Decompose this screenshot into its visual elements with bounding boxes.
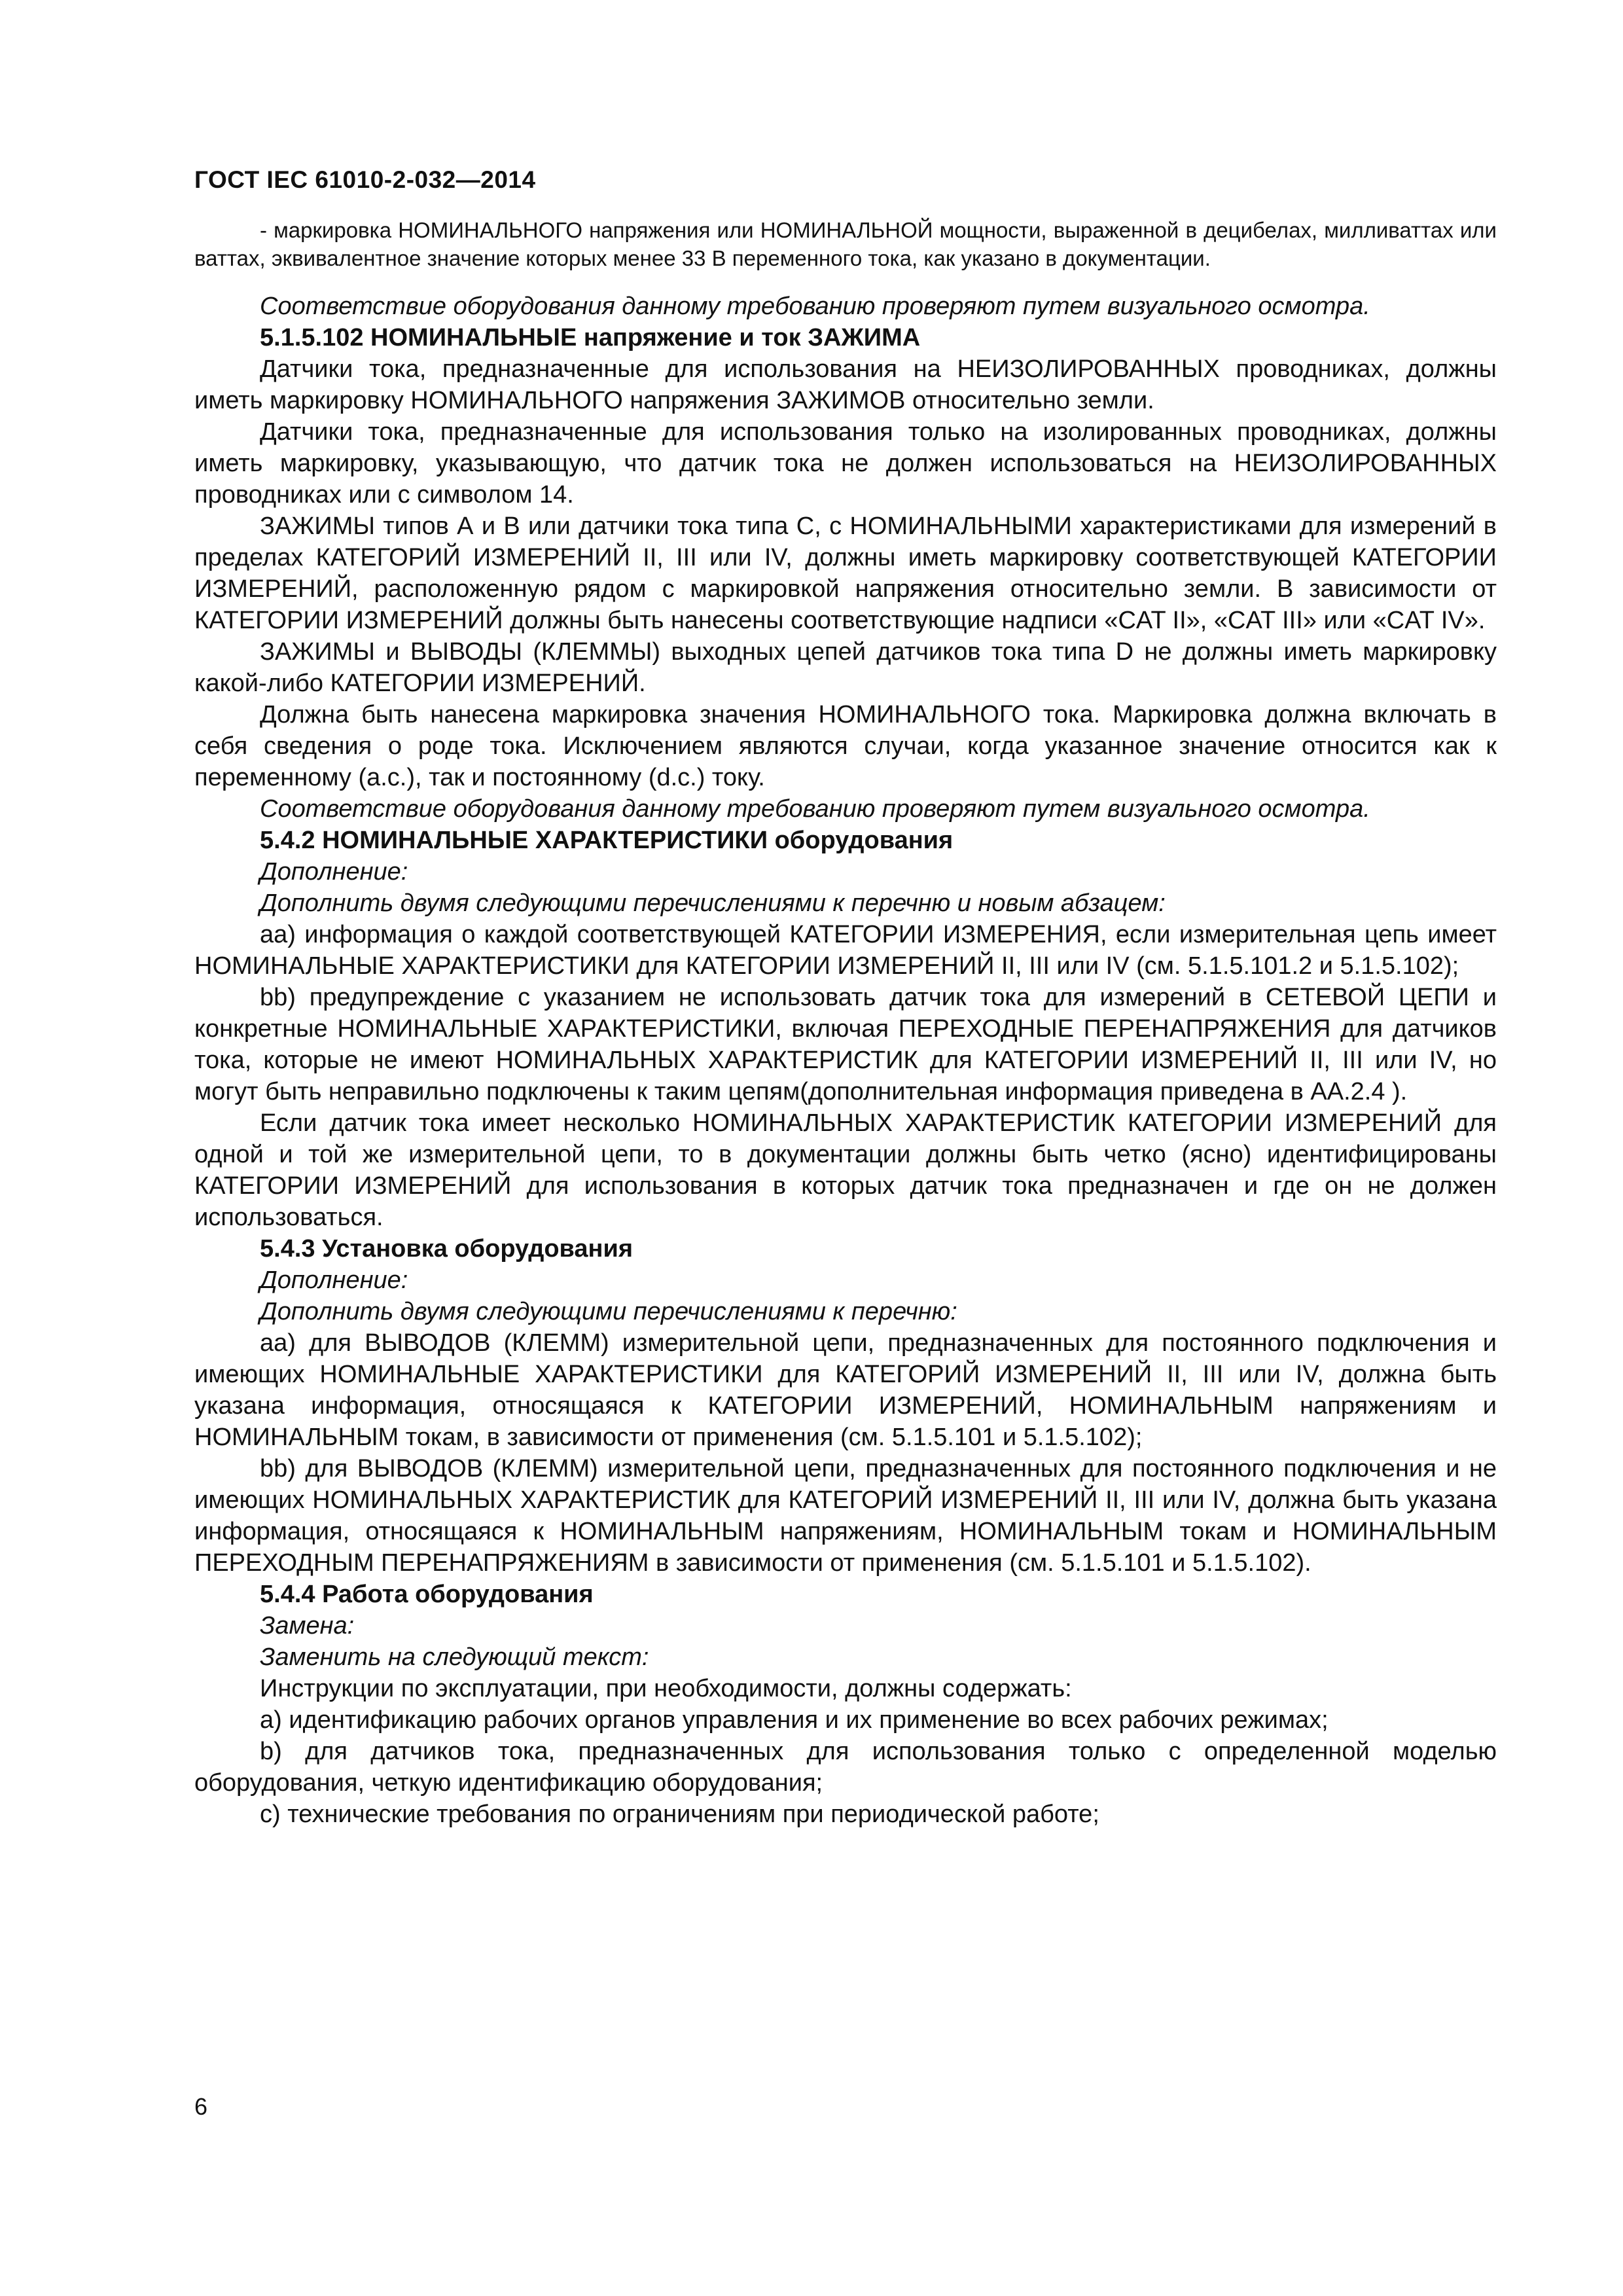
list-item-aa: aa) для ВЫВОДОВ (КЛЕММ) измерительной цепи, предназначенных для постоянного подключения и имеющих НОМИНАЛЬНЫЕ ХАРАКТЕРИСТИКИ для КАТЕГОРИЙ ИЗМЕРЕНИЙ II, III или IV, должна быть указана информация, относящаяся к КАТЕГОРИИ ИЗМЕРЕНИЙ, НОМИНАЛЬНЫМ напряжениям и НОМИНАЛЬНЫМ токам, в зависимости от применения (см. 5.1.5.101 и 5.1.5.102);: [194, 1329, 1497, 1451]
list-item-bb: bb) для ВЫВОДОВ (КЛЕММ) измерительной цепи, предназначенных для постоянного подключения и не имеющих НОМИНАЛЬНЫХ ХАРАКТЕРИСТИК для КАТЕГОРИЙ ИЗМЕРЕНИЙ II, III или IV, должна быть указана информация, относящаяся к НОМИНАЛЬНЫМ напряжениям, НОМИНАЛЬНЫМ токам и НОМИНАЛЬНЫМ ПЕРЕХОДНЫМ ПЕРЕНАПРЯЖЕНИЯМ в зависимости от применения (см. 5.1.5.101 и 5.1.5.102).: [194, 1455, 1497, 1577]
compliance-note: Соответствие оборудования данному требованию проверяют путем визуального осмотра.: [260, 293, 1370, 320]
body-paragraph: Инструкции по эксплуатации, при необходимости, должны содержать:: [260, 1675, 1072, 1702]
body-paragraph: ЗАЖИМЫ типов А и В или датчики тока типа С, с НОМИНАЛЬНЫМИ характеристиками для измерений в пределах КАТЕГОРИЙ ИЗМЕРЕНИЙ II, III или IV, должны иметь маркировку соответствующей КАТЕГОРИИ ИЗМЕРЕНИЙ, расположенную рядом с маркировкой напряжения относительно земли. В зависимости от КАТЕГОРИИ ИЗМЕРЕНИЙ должны быть нанесены соответствующие надписи «CAT II», «CAT III» или «CAT IV».: [194, 512, 1497, 634]
section-heading-5-4-2: 5.4.2 НОМИНАЛЬНЫЕ ХАРАКТЕРИСТИКИ оборудования: [260, 827, 954, 854]
amendment-label: Дополнение:: [260, 858, 408, 886]
body-paragraph: Если датчик тока имеет несколько НОМИНАЛЬНЫХ ХАРАКТЕРИСТИК КАТЕГОРИИ ИЗМЕРЕНИЙ для одной и той же измерительной цепи, то в документации должны быть четко (ясно) идентифицированы КАТЕГОРИИ ИЗМЕРЕНИЙ для использования в которых датчик тока предназначен и где он не должен использоваться.: [194, 1109, 1497, 1231]
amendment-instruction: Дополнить двумя следующими перечислениями к перечню:: [260, 1298, 957, 1325]
list-item-bb: bb) предупреждение с указанием не использовать датчик тока для измерений в СЕТЕВОЙ ЦЕПИ и конкретные НОМИНАЛЬНЫЕ ХАРАКТЕРИСТИКИ, включая ПЕРЕХОДНЫЕ ПЕРЕНАПРЯЖЕНИЯ для датчиков тока, которые не имеют НОМИНАЛЬНЫХ ХАРАКТЕРИСТИК для КАТЕГОРИИ ИЗМЕРЕНИЙ II, III или IV, но могут быть неправильно подключены к таким цепям(дополнительная информация приведена в АА.2.4 ).: [194, 984, 1497, 1105]
body-paragraph: ЗАЖИМЫ и ВЫВОДЫ (КЛЕММЫ) выходных цепей датчиков тока типа D не должны иметь маркировку какой-либо КАТЕГОРИИ ИЗМЕРЕНИЙ.: [194, 638, 1497, 697]
list-item-aa: aa) информация о каждой соответствующей КАТЕГОРИИ ИЗМЕРЕНИЯ, если измерительная цепь имеет НОМИНАЛЬНЫЕ ХАРАКТЕРИСТИКИ для КАТЕГОРИИ ИЗМЕРЕНИЙ II, III или IV (см. 5.1.5.101.2 и 5.1.5.102);: [194, 921, 1497, 980]
amendment-instruction: Заменить на следующий текст:: [260, 1643, 649, 1671]
section-heading-5-4-4: 5.4.4 Работа оборудования: [260, 1581, 594, 1608]
body-paragraph: Датчики тока, предназначенные для использования только на изолированных проводниках, должны иметь маркировку, указывающую, что датчик тока не должен использоваться на НЕИЗОЛИРОВАННЫХ проводниках или с символом 14.: [194, 418, 1497, 509]
amendment-label: Дополнение:: [260, 1266, 408, 1294]
document-header: ГОСТ IEC 61010-2-032—2014: [194, 166, 536, 193]
section-heading-5-1-5-102: 5.1.5.102 НОМИНАЛЬНЫЕ напряжение и ток ЗАЖИМА: [260, 324, 921, 351]
marking-list-item: - маркировка НОМИНАЛЬНОГО напряжения или НОМИНАЛЬНОЙ мощности, выраженной в децибелах, милливаттах или ваттах, эквивалентное значение которых менее 33 В переменного тока, как указано в документации.: [194, 218, 1497, 270]
amendment-label: Замена:: [260, 1612, 355, 1640]
body-paragraph: Должна быть нанесена маркировка значения НОМИНАЛЬНОГО тока. Маркировка должна включать в себя сведения о роде тока. Исключением являются случаи, когда указанное значение относится как к переменному (a.c.), так и постоянному (d.c.) току.: [194, 701, 1497, 791]
list-item-b: b) для датчиков тока, предназначенных для использования только с определенной моделью оборудования, четкую идентификацию оборудования;: [194, 1738, 1497, 1797]
list-item-c: c) технические требования по ограничениям при периодической работе;: [260, 1801, 1099, 1828]
list-item-a: a) идентификацию рабочих органов управления и их применение во всех рабочих режимах;: [260, 1706, 1329, 1734]
document-body: [194, 216, 1497, 1830]
compliance-note: Соответствие оборудования данному требованию проверяют путем визуального осмотра.: [260, 795, 1370, 823]
amendment-instruction: Дополнить двумя следующими перечислениями к перечню и новым абзацем:: [260, 889, 1166, 917]
section-heading-5-4-3: 5.4.3 Установка оборудования: [260, 1235, 633, 1263]
page-number: 6: [194, 2093, 208, 2120]
body-paragraph: Датчики тока, предназначенные для использования на НЕИЗОЛИРОВАННЫХ проводниках, должны иметь маркировку НОМИНАЛЬНОГО напряжения ЗАЖИМОВ относительно земли.: [194, 355, 1497, 414]
